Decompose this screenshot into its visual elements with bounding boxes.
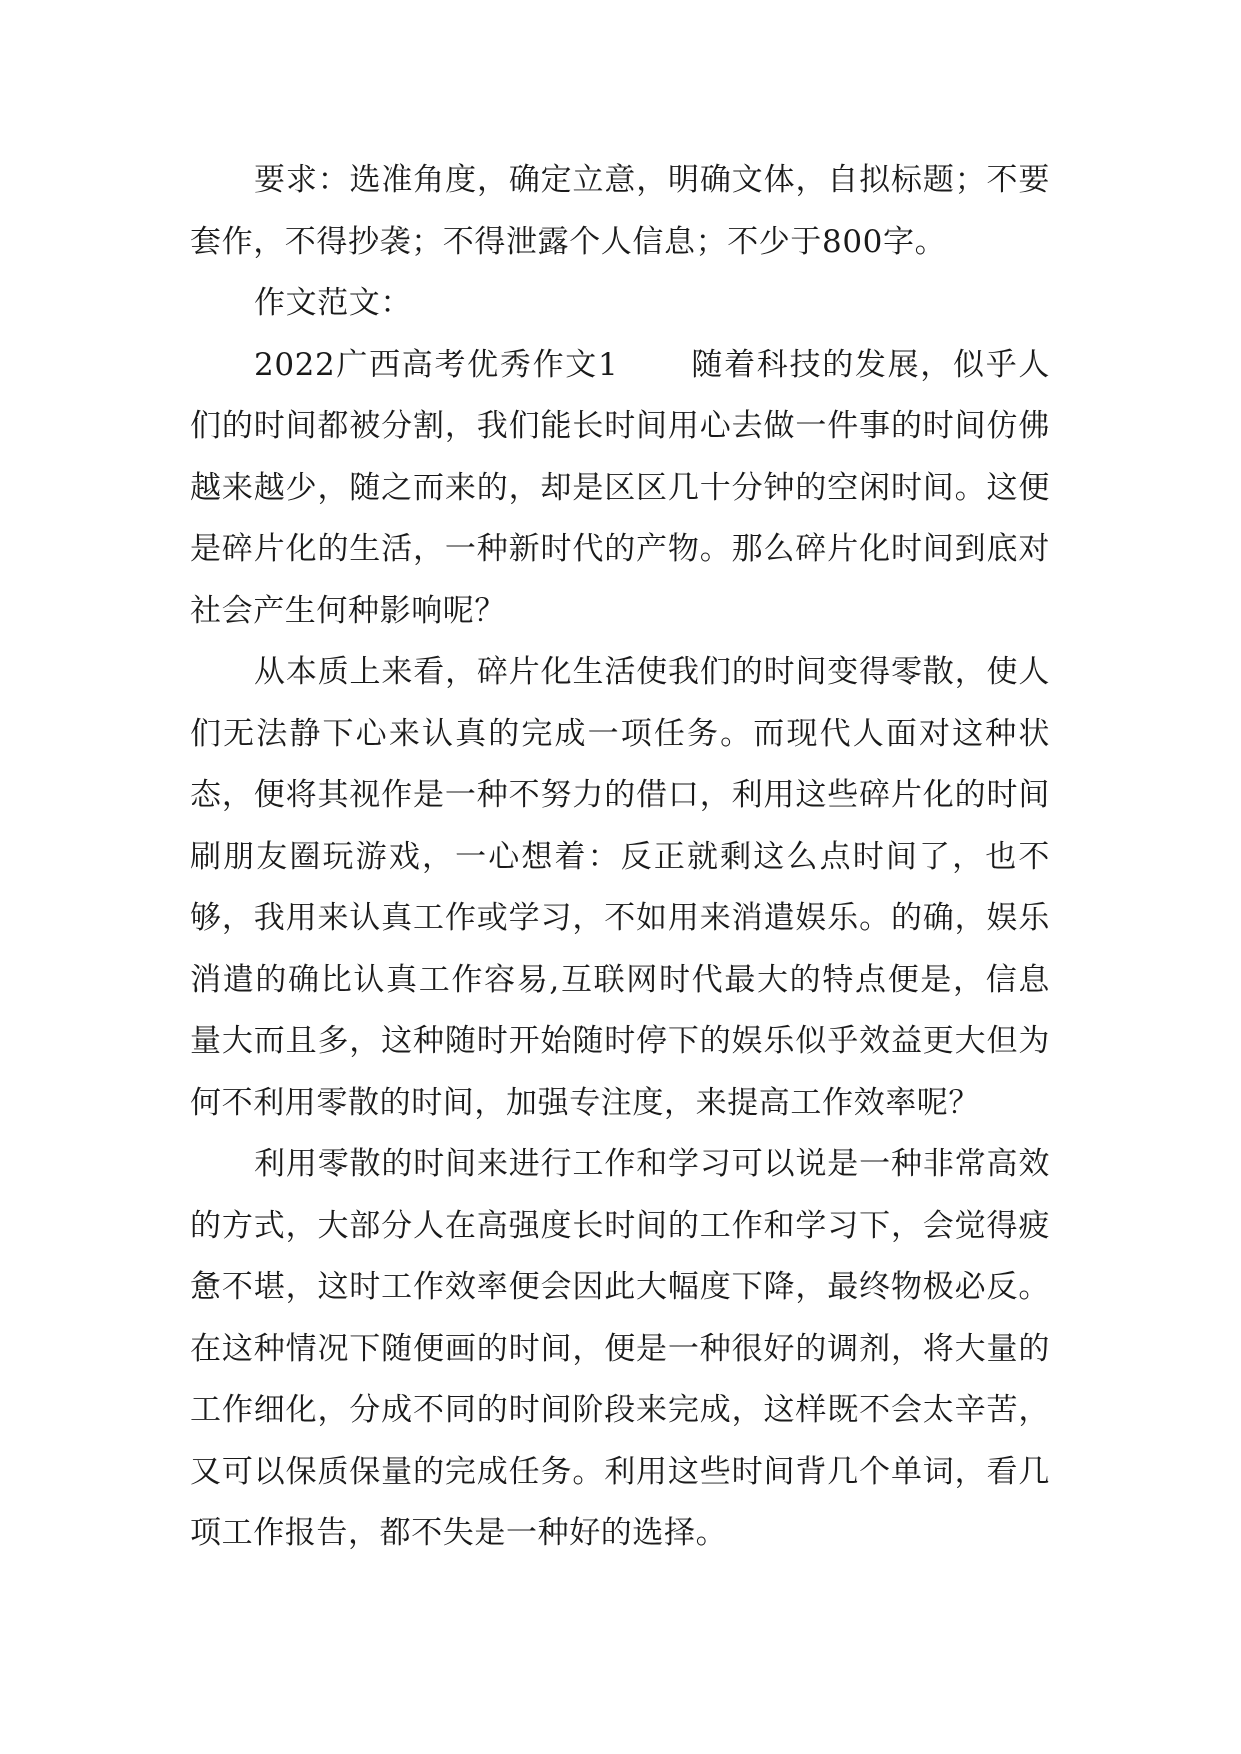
body-paragraph: 利用零散的时间来进行工作和学习可以说是一种非常高效的方式，大部分人在高强度长时间的工作和学习下，会觉得疲惫不堪，这时工作效率便会因此大幅度下降，最终物极必反。在这种情况下随便画的时间，便是一种很好的调剂，将大量的工作细化，分成不同的时间阶段来完成，这样既不会太辛苦，又可以保质保量的完成任务。利用这些时间背几个单词，看几项工作报告，都不失是一种好的选择。 <box>190 1146 1050 1551</box>
requirements-paragraph: 要求：选准角度，确定立意，明确文体，自拟标题；不要套作，不得抄袭；不得泄露个人信息；不少于800字。 <box>190 162 1050 260</box>
essay-title: 2022广西高考优秀作文1 <box>254 346 619 383</box>
sample-essay-heading: 作文范文： <box>254 285 412 321</box>
body-paragraph: 从本质上来看，碎片化生活使我们的时间变得零散，使人们无法静下心来认真的完成一项任务。而现代人面对这种状态，便将其视作是一种不努力的借口，利用这些碎片化的时间刷朋友圈玩游戏，一心想着：反正就剩这么点时间了，也不够，我用来认真工作或学习，不如用来消遣娱乐。的确，娱乐消遣的确比认真工作容易,互联网时代最大的特点便是，信息量大而且多，这种随时开始随时停下的娱乐似乎效益更大但为何不利用零散的时间，加强专注度，来提高工作效率呢？ <box>190 654 1050 1121</box>
essay-intro-paragraph <box>190 335 1050 643</box>
document-body <box>190 150 1050 1565</box>
essay-opening: 随着科技的发展，似乎人们的时间都被分割，我们能长时间用心去做一件事的时间仿佛越来越少，随之而来的，却是区区几十分钟的空闲时间。这便是碎片化的生活，一种新时代的产物。那么碎片化时间到底对社会产生何种影响呢？ <box>190 346 1050 629</box>
